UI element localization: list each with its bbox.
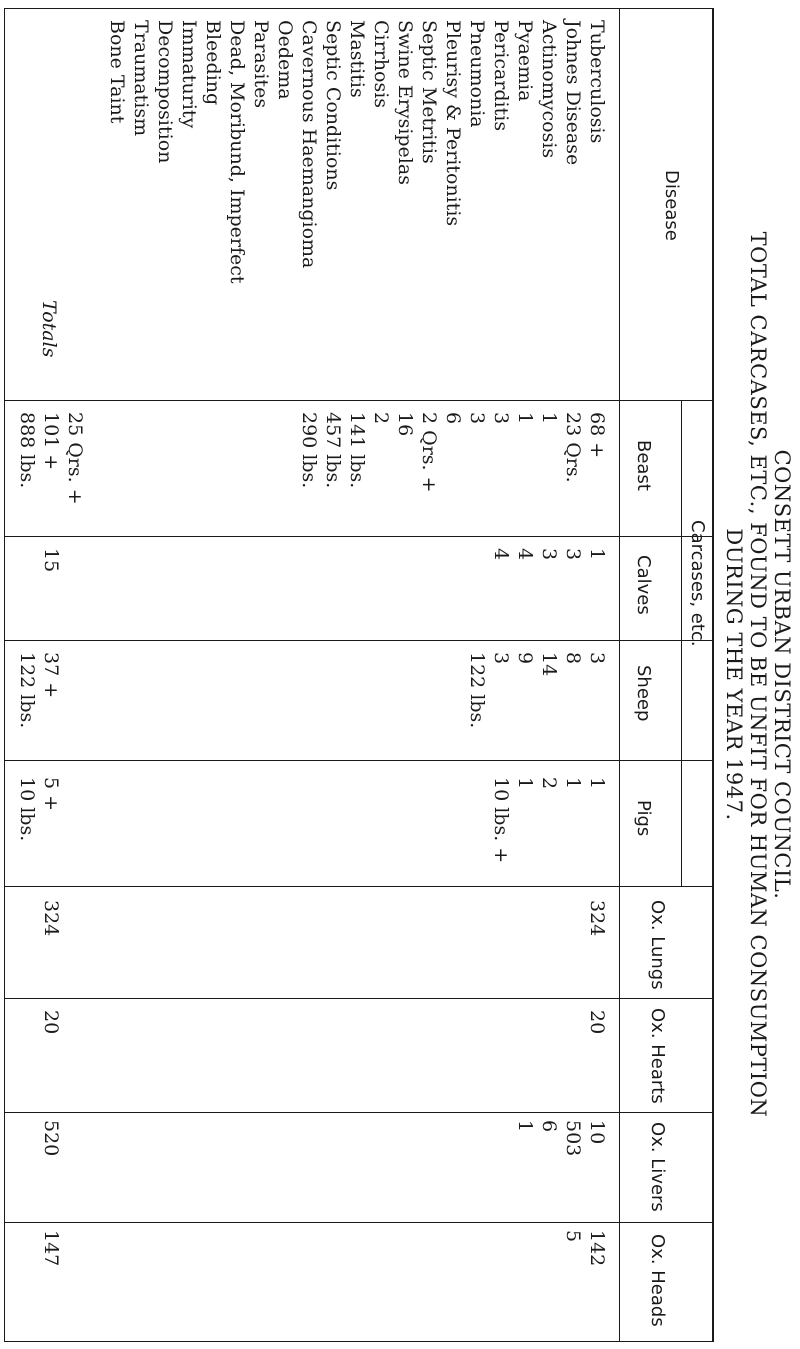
header-ox-lungs: Ox. Lungs — [647, 900, 668, 990]
total-beast-3: 888 lbs. — [16, 412, 38, 489]
rule-top — [712, 8, 714, 1341]
disease-name: Decomposition — [154, 20, 176, 164]
total-calves: 15 — [40, 548, 62, 573]
disease-name: Dead, Moribund, Imperfect — [226, 20, 248, 284]
disease-name: Actinomycosis — [538, 20, 560, 159]
rule-carcases-group — [681, 400, 682, 886]
col-divider-1 — [4, 400, 714, 401]
cell-beast: 68 + — [586, 412, 608, 459]
total-ox-lungs: 324 — [40, 900, 62, 937]
disease-name: Pyaemia — [514, 20, 536, 102]
cell-sheep: 8 — [562, 652, 584, 665]
cell-beast: 6 — [442, 412, 464, 425]
col-divider-3 — [4, 640, 714, 641]
cell-beast: 1 — [514, 412, 536, 425]
col-divider-5 — [4, 886, 714, 887]
cell-beast: 1 — [538, 412, 560, 425]
cell-pigs: 2 — [538, 777, 560, 790]
cell-sheep: 9 — [514, 652, 536, 665]
cell-beast: 16 — [394, 412, 416, 437]
disease-name: Pericarditis — [490, 20, 512, 132]
cell-sheep: 14 — [538, 652, 560, 677]
col-divider-7 — [4, 1112, 714, 1113]
disease-name: Oedema — [274, 20, 296, 100]
cell-calves: 4 — [490, 548, 512, 561]
council-title: CONSETT URBAN DISTRICT COUNCIL. — [770, 449, 794, 900]
total-sheep-2: 122 lbs. — [16, 652, 38, 729]
header-beast: Beast — [633, 440, 654, 491]
cell-pigs: 1 — [562, 777, 584, 790]
header-carcases-group: Carcases, etc. — [687, 520, 708, 647]
cell-beast: 3 — [490, 412, 512, 425]
cell-calves: 4 — [514, 548, 536, 561]
header-disease: Disease — [661, 170, 682, 241]
cell-pigs: 10 lbs. + — [490, 777, 512, 864]
total-beast-2: 101 + — [40, 412, 62, 471]
col-divider-6 — [4, 998, 714, 999]
cell-sheep: 3 — [586, 652, 608, 665]
col-divider-8 — [4, 1222, 714, 1223]
disease-name: Immaturity — [178, 20, 200, 129]
header-pigs: Pigs — [633, 800, 654, 837]
header-calves: Calves — [633, 555, 654, 615]
disease-name: Mastitis — [346, 20, 368, 98]
disease-name: Tuberculosis — [586, 20, 608, 144]
cell-ox-heads: 5 — [562, 1230, 584, 1243]
cell-ox-lungs: 324 — [586, 900, 608, 937]
cell-ox-livers: 6 — [538, 1120, 560, 1133]
disease-name: Pneumonia — [466, 20, 488, 128]
disease-name: Pleurisy & Peritonitis — [442, 20, 464, 227]
total-ox-heads: 147 — [40, 1230, 62, 1267]
disease-name: Septic Conditions — [322, 20, 344, 191]
total-pigs-2: 10 lbs. — [16, 777, 38, 842]
cell-beast: 457 lbs. — [322, 412, 344, 489]
cell-sheep: 122 lbs. — [466, 652, 488, 729]
cell-pigs: 1 — [514, 777, 536, 790]
cell-beast: 23 Qrs. — [562, 412, 584, 483]
col-divider-9 — [4, 1341, 714, 1342]
disease-name: Parasites — [250, 20, 272, 109]
header-ox-livers: Ox. Livers — [647, 1122, 668, 1212]
cell-ox-hearts: 20 — [586, 1010, 608, 1035]
cell-calves: 3 — [538, 548, 560, 561]
disease-name: Septic Metritis — [418, 20, 440, 164]
cell-ox-livers: 503 — [562, 1120, 584, 1157]
disease-name: Cirrhosis — [370, 20, 392, 109]
cell-beast: 2 — [370, 412, 392, 425]
cell-sheep: 3 — [490, 652, 512, 665]
header-ox-heads: Ox. Heads — [647, 1234, 668, 1327]
rule-header-bottom — [619, 8, 620, 1341]
disease-name: Cavernous Haemangioma — [298, 20, 320, 269]
header-ox-hearts: Ox. Hearts — [647, 1008, 668, 1104]
cell-pigs: 1 — [586, 777, 608, 790]
cell-beast: 2 Qrs. + — [418, 412, 440, 493]
cell-beast: 3 — [466, 412, 488, 425]
disease-name: Traumatism — [130, 20, 152, 137]
disease-name: Johnes Disease — [562, 20, 584, 166]
cell-ox-livers: 10 — [586, 1120, 608, 1145]
totals-label: Totals — [38, 300, 60, 358]
report-title: TOTAL CARCASES, ETC., FOUND TO BE UNFIT FOR HUMAN CONSUMPTION — [746, 231, 770, 1118]
cell-beast: 141 lbs. — [346, 412, 368, 489]
cell-calves: 3 — [562, 548, 584, 561]
total-ox-hearts: 20 — [40, 1010, 62, 1035]
total-ox-livers: 520 — [40, 1120, 62, 1157]
total-pigs: 5 + — [40, 777, 62, 812]
col-divider-2 — [4, 536, 714, 537]
disease-name: Bone Taint — [106, 20, 128, 124]
total-sheep: 37 + — [40, 652, 62, 699]
col-divider-0 — [4, 8, 714, 9]
cell-calves: 1 — [586, 548, 608, 561]
header-sheep: Sheep — [633, 665, 654, 722]
cell-beast: 290 lbs. — [298, 412, 320, 489]
cell-ox-livers: 1 — [514, 1120, 536, 1133]
disease-name: Swine Erysipelas — [394, 20, 416, 185]
total-beast: 25 Qrs. + — [64, 412, 86, 505]
cell-ox-heads: 142 — [586, 1230, 608, 1267]
report-year: DURING THE YEAR 1947. — [722, 528, 746, 821]
col-divider-4 — [4, 760, 714, 761]
disease-name: Bleeding — [202, 20, 224, 106]
rule-bottom — [4, 8, 5, 1341]
